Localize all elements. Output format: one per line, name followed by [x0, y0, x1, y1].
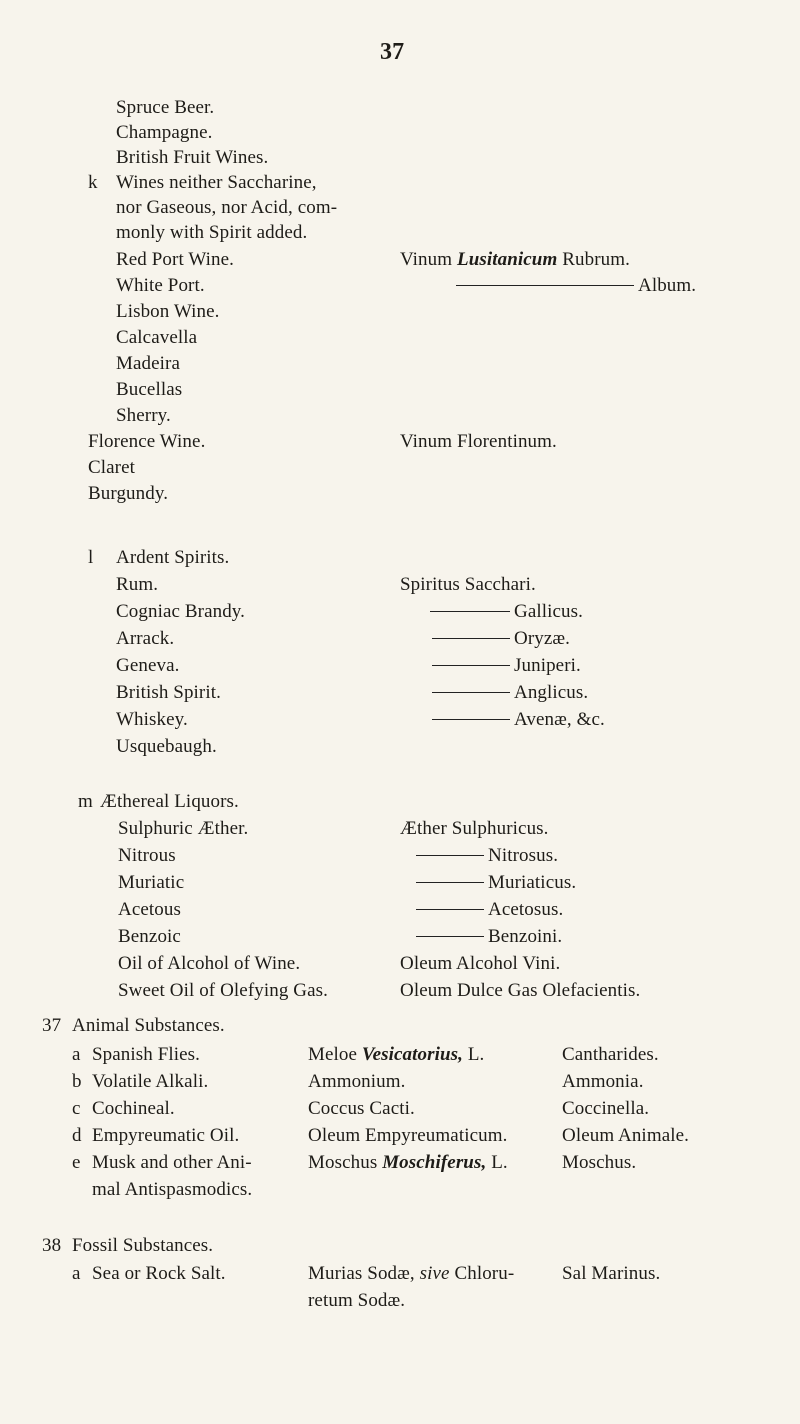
ditto-dash: [416, 882, 484, 883]
section-marker-k: k: [88, 172, 98, 193]
animal-letter: c: [72, 1098, 81, 1119]
fossil-latin-cont: retum Sodæ.: [308, 1290, 406, 1311]
wine-madeira: Madeira: [116, 353, 180, 374]
ditto-dash: [456, 285, 634, 286]
animal-name-cont: mal Antispasmodics.: [92, 1179, 253, 1200]
animal-latin: Coccus Cacti.: [308, 1098, 415, 1119]
animal-letter: a: [72, 1044, 81, 1065]
ether-muriatic: Muriatic: [118, 872, 185, 893]
animal-name: Volatile Alkali.: [92, 1071, 209, 1092]
fossil-heading: Fossil Substances.: [72, 1235, 214, 1256]
spirit-rum: Rum.: [116, 574, 159, 595]
section-marker-m: m: [78, 791, 93, 812]
ditto-dash: [430, 611, 510, 612]
animal-letter: b: [72, 1071, 82, 1092]
latin-oleum-alcohol: Oleum Alcohol Vini.: [400, 953, 561, 974]
wine-bucellas: Bucellas: [116, 379, 183, 400]
latin-red-port: [400, 250, 630, 269]
ditto-dash: [432, 665, 510, 666]
latin-aether-sulphuricus: Æther Sulphuricus.: [400, 818, 549, 839]
ditto-dash: [416, 909, 484, 910]
ditto-dash: [432, 638, 510, 639]
latin-anglicus: Anglicus.: [432, 683, 588, 702]
latin-white-port: Album.: [456, 276, 696, 295]
section-k-line-2: nor Gaseous, nor Acid, com-: [116, 197, 338, 218]
ditto-dash: [432, 719, 510, 720]
animal-letter: e: [72, 1152, 81, 1173]
section-marker-l: l: [88, 547, 94, 568]
latin-red-suffix: Rubrum.: [562, 249, 630, 270]
spirit-geneva: Geneva.: [116, 655, 180, 676]
ethereal-heading: Æthereal Liquors.: [100, 791, 239, 812]
wine-burgundy: Burgundy.: [88, 483, 169, 504]
section-k-line-3: monly with Spirit added.: [116, 222, 308, 243]
latin-acetosus: Acetosus.: [416, 900, 563, 919]
wine-lisbon: Lisbon Wine.: [116, 301, 220, 322]
latin-red-italic: Lusitanicum: [457, 249, 558, 270]
latin-nitrosus: Nitrosus.: [416, 846, 558, 865]
spirit-cogniac: Cogniac Brandy.: [116, 601, 246, 622]
animal-name: Cochineal.: [92, 1098, 175, 1119]
animal-name: Empyreumatic Oil.: [92, 1125, 240, 1146]
animal-latin: Moschus Moschiferus, L.: [308, 1152, 508, 1173]
ditto-dash: [432, 692, 510, 693]
section-k-line-1: Wines neither Saccharine,: [116, 172, 317, 193]
latin-spiritus-sacchari: Spiritus Sacchari.: [400, 574, 536, 595]
spirit-british: British Spirit.: [116, 682, 221, 703]
animal-common: Moschus.: [562, 1152, 637, 1173]
fossil-common: Sal Marinus.: [562, 1263, 661, 1284]
latin-oryzae: Oryzæ.: [432, 629, 570, 648]
spirit-whiskey: Whiskey.: [116, 709, 188, 730]
fossil-latin: Murias Sodæ, sive Chloru-: [308, 1263, 515, 1284]
animal-latin: Ammonium.: [308, 1071, 406, 1092]
latin-florence: Vinum Florentinum.: [400, 431, 557, 452]
wine-sherry: Sherry.: [116, 405, 171, 426]
ether-sweet-oil: Sweet Oil of Olefying Gas.: [118, 980, 328, 1001]
animal-latin: Meloe Vesicatorius, L.: [308, 1044, 485, 1065]
animal-name: Spanish Flies.: [92, 1044, 201, 1065]
section-number-38: 38: [42, 1235, 62, 1256]
animal-common: Coccinella.: [562, 1098, 650, 1119]
wine-claret: Claret: [88, 457, 136, 478]
wine-florence: Florence Wine.: [88, 431, 206, 452]
wine-red-port: Red Port Wine.: [116, 249, 234, 270]
animal-latin: Oleum Empyreumaticum.: [308, 1125, 508, 1146]
item-champagne: Champagne.: [116, 122, 213, 143]
section-number-37: 37: [42, 1015, 62, 1036]
animal-name: Musk and other Ani-: [92, 1152, 252, 1173]
wine-white-port: White Port.: [116, 275, 205, 296]
ditto-dash: [416, 855, 484, 856]
ether-acetous: Acetous: [118, 899, 181, 920]
animal-common: Ammonia.: [562, 1071, 644, 1092]
ether-sulphuric: Sulphuric Æther.: [118, 818, 249, 839]
item-spruce-beer: Spruce Beer.: [116, 97, 215, 118]
latin-juniperi: Juniperi.: [432, 656, 581, 675]
ether-oil-of-alcohol: Oil of Alcohol of Wine.: [118, 953, 301, 974]
latin-gallicus: Gallicus.: [430, 602, 583, 621]
latin-oleum-dulce: Oleum Dulce Gas Olefacientis.: [400, 980, 641, 1001]
page-number: 37: [380, 39, 405, 65]
fossil-name: Sea or Rock Salt.: [92, 1263, 226, 1284]
fossil-letter: a: [72, 1263, 81, 1284]
wine-calcavella: Calcavella: [116, 327, 198, 348]
latin-avenae: Avenæ, &c.: [432, 710, 605, 729]
latin-benzoini: Benzoini.: [416, 927, 562, 946]
spirit-usquebaugh: Usquebaugh.: [116, 736, 217, 757]
animal-common: Oleum Animale.: [562, 1125, 689, 1146]
spirits-heading: Ardent Spirits.: [116, 547, 230, 568]
animal-heading: Animal Substances.: [72, 1015, 225, 1036]
ether-nitrous: Nitrous: [118, 845, 176, 866]
animal-letter: d: [72, 1125, 82, 1146]
latin-red-prefix: Vinum: [400, 249, 453, 270]
ether-benzoic: Benzoic: [118, 926, 181, 947]
item-british-fruit-wines: British Fruit Wines.: [116, 147, 269, 168]
spirit-arrack: Arrack.: [116, 628, 175, 649]
latin-muriaticus: Muriaticus.: [416, 873, 576, 892]
animal-common: Cantharides.: [562, 1044, 659, 1065]
ditto-dash: [416, 936, 484, 937]
